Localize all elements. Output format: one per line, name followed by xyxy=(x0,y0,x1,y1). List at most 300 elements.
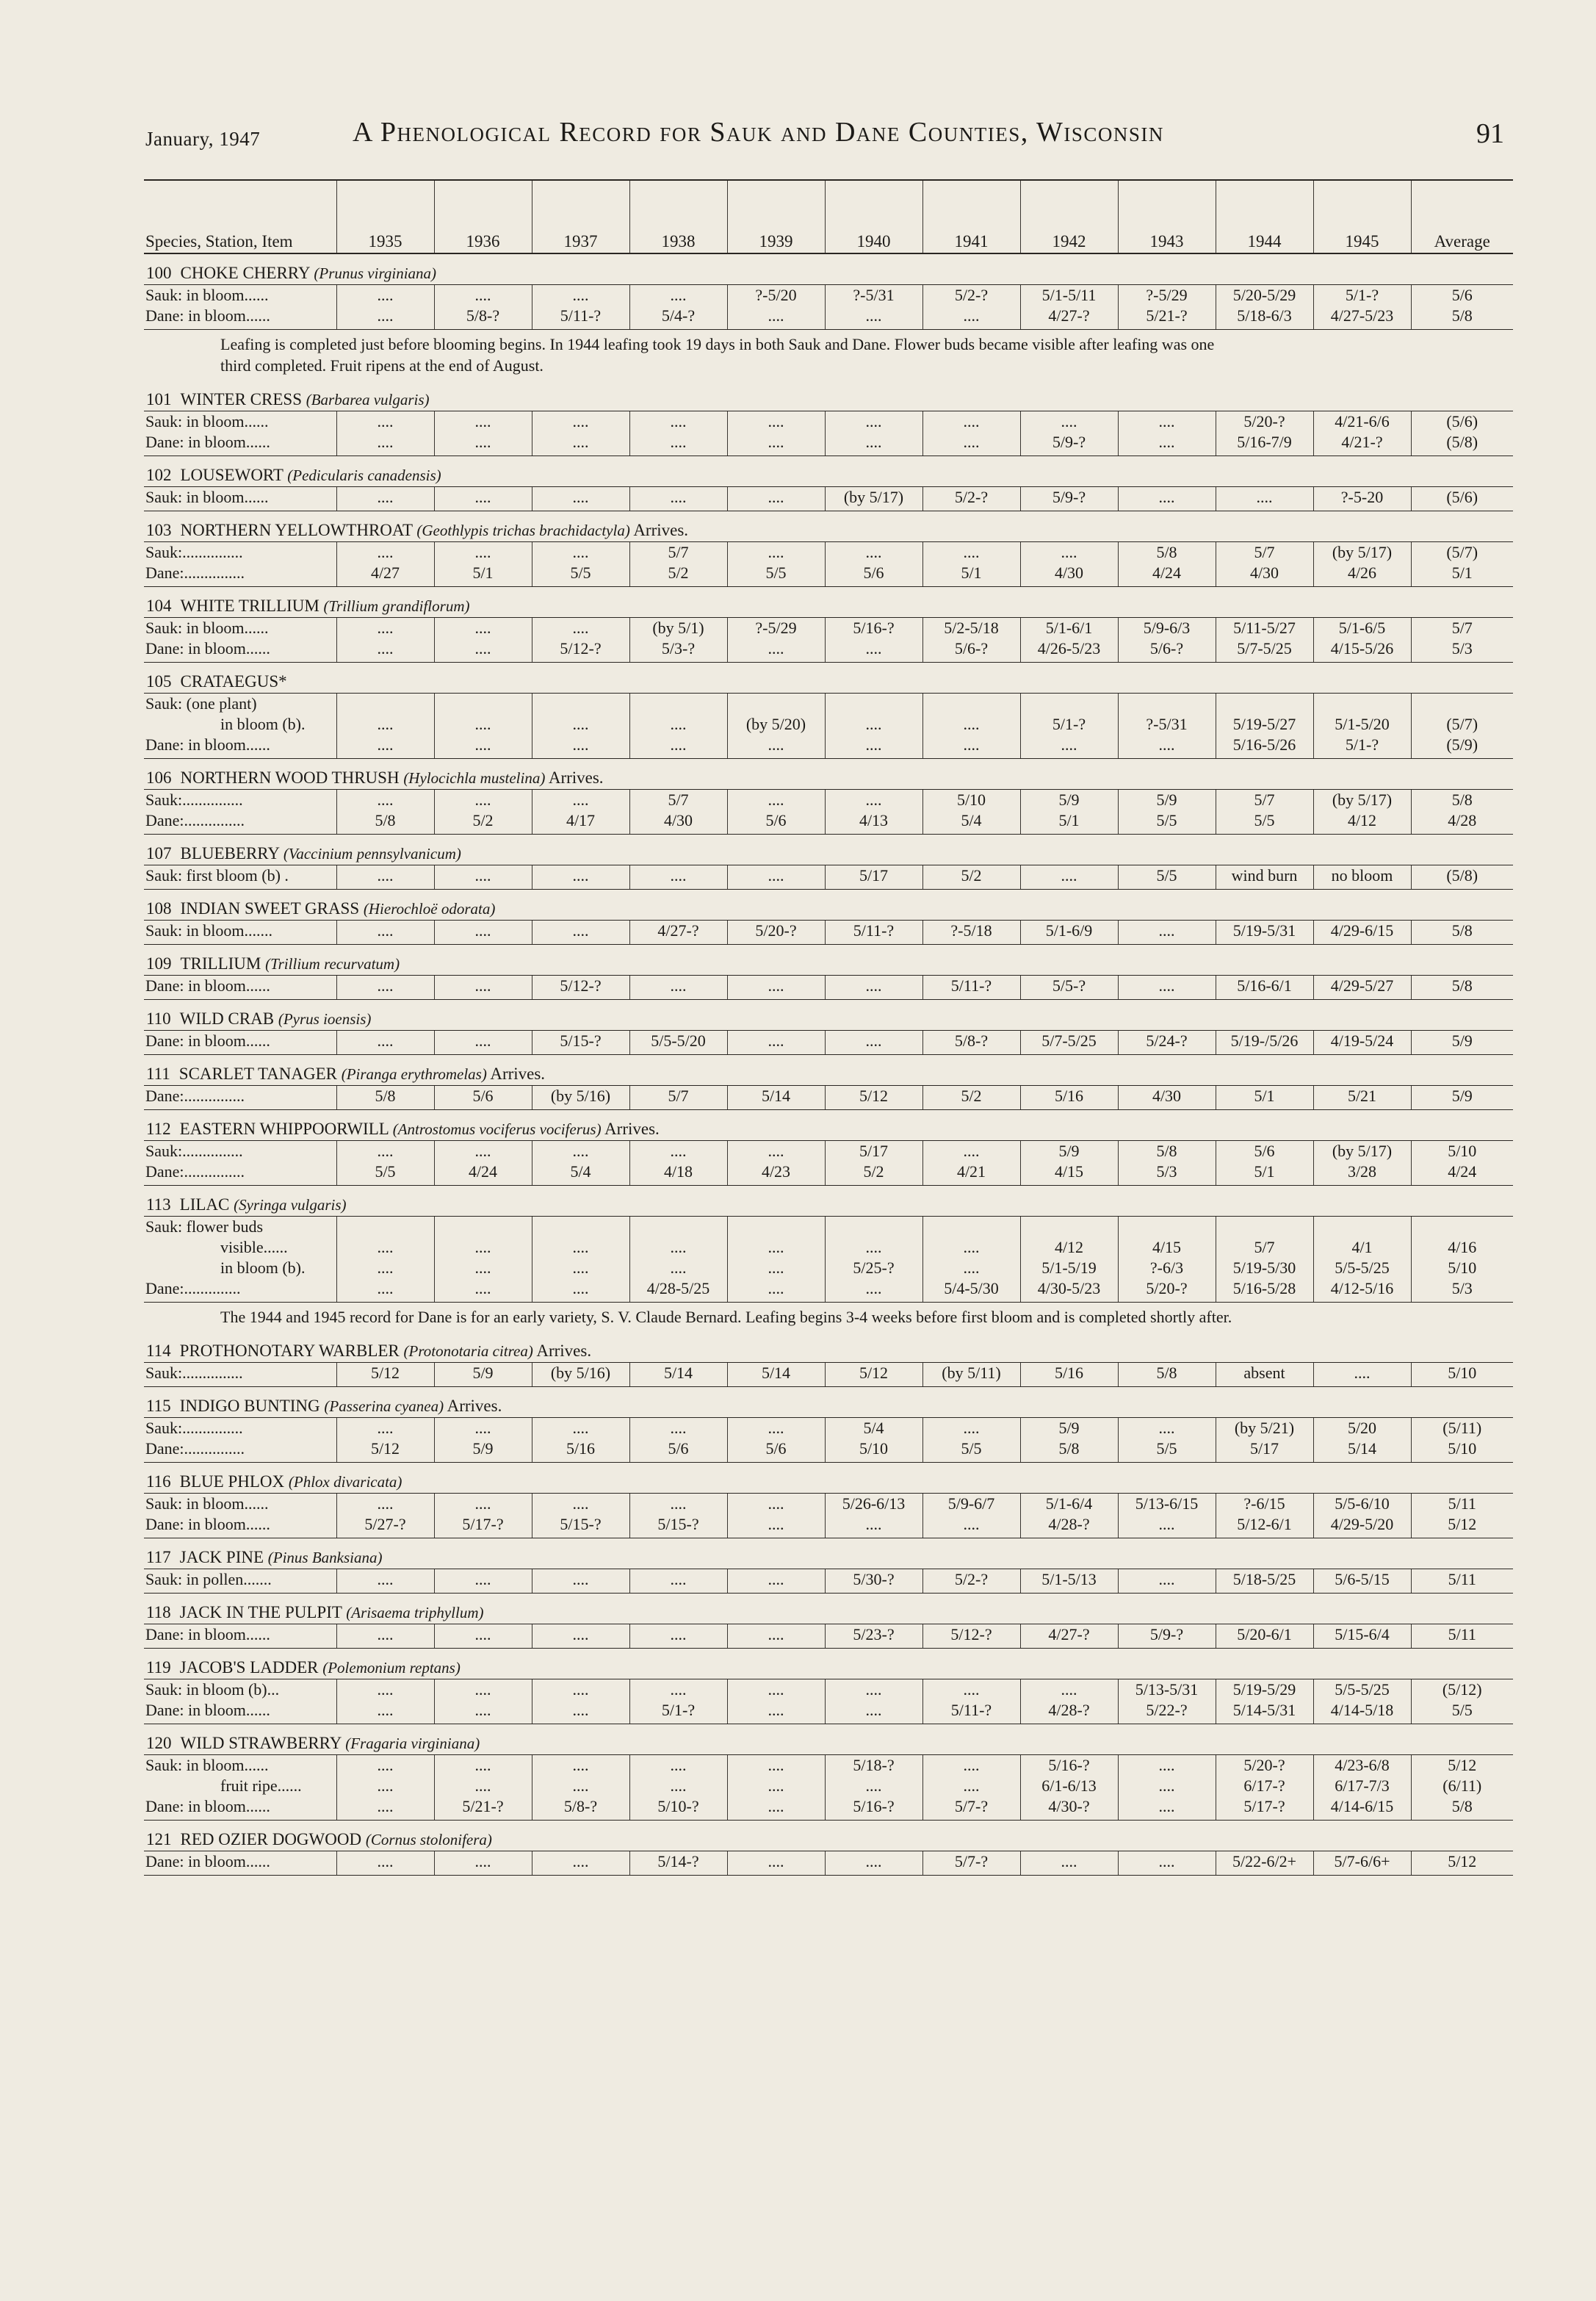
year-cell: 5/11-? xyxy=(532,306,629,330)
year-cell: .... xyxy=(922,1776,1020,1796)
species-name: CRATAEGUS* xyxy=(180,672,287,691)
year-cell: .... xyxy=(532,432,629,456)
year-cell: .... xyxy=(336,411,434,433)
year-cell: .... xyxy=(1118,411,1216,433)
species-number: 107 xyxy=(146,844,172,863)
year-cell: .... xyxy=(336,1851,434,1876)
year-cell: .... xyxy=(336,1237,434,1258)
species-number: 120 xyxy=(146,1734,172,1752)
year-cell: 5/12 xyxy=(825,1086,922,1110)
year-cell: 5/7 xyxy=(1216,542,1313,563)
year-cell: .... xyxy=(1118,1514,1216,1538)
year-cell: .... xyxy=(629,865,727,890)
year-cell xyxy=(1313,694,1411,715)
year-cell: .... xyxy=(727,735,825,759)
year-cell: absent xyxy=(1216,1363,1313,1387)
year-cell xyxy=(629,1217,727,1238)
year-cell: 5/1 xyxy=(1216,1086,1313,1110)
year-cell: 5/1-6/9 xyxy=(1020,921,1118,945)
species-name: TRILLIUM xyxy=(180,954,261,973)
table-header xyxy=(144,180,1513,253)
year-cell: 5/7 xyxy=(1216,1237,1313,1258)
year-cell: .... xyxy=(727,1418,825,1439)
year-cell xyxy=(1216,694,1313,715)
year-cell: .... xyxy=(336,432,434,456)
year-cell: .... xyxy=(629,1679,727,1701)
year-cell: 5/9-6/7 xyxy=(922,1494,1020,1515)
species-name: NORTHERN YELLOWTHROAT xyxy=(180,521,413,539)
species-name: JACOB'S LADDER xyxy=(179,1658,319,1677)
year-cell: 4/30 xyxy=(629,810,727,835)
year-cell: .... xyxy=(727,1237,825,1258)
year-cell: .... xyxy=(922,1258,1020,1278)
year-cell: .... xyxy=(1020,542,1118,563)
year-cell: .... xyxy=(922,306,1020,330)
year-cell: ?-5/29 xyxy=(1118,285,1216,306)
year-cell: 4/12 xyxy=(1313,810,1411,835)
year-cell: 5/10-? xyxy=(629,1796,727,1821)
year-cell: .... xyxy=(1216,487,1313,511)
year-cell: 5/18-5/25 xyxy=(1216,1569,1313,1594)
year-cell: 5/20-? xyxy=(1118,1278,1216,1303)
year-cell: 5/5 xyxy=(336,1162,434,1186)
year-cell: 5/16 xyxy=(1020,1086,1118,1110)
species-latin-name: (Passerina cyanea) xyxy=(324,1397,444,1415)
species-heading xyxy=(144,381,1513,411)
year-cell: 5/8-? xyxy=(532,1796,629,1821)
year-cell: 4/21-? xyxy=(1313,432,1411,456)
year-cell: .... xyxy=(727,1851,825,1876)
average-cell: 5/10 xyxy=(1411,1438,1513,1463)
table-row xyxy=(144,1237,1513,1258)
average-cell: 5/3 xyxy=(1411,1278,1513,1303)
year-cell: 5/7 xyxy=(629,1086,727,1110)
year-cell: 4/13 xyxy=(825,810,922,835)
station-item-label: Dane: in bloom...... xyxy=(144,1624,336,1649)
year-cell: .... xyxy=(434,1258,532,1278)
average-cell: 5/7 xyxy=(1411,618,1513,639)
year-cell: 5/18-6/3 xyxy=(1216,306,1313,330)
year-cell: 5/1 xyxy=(922,563,1020,587)
year-cell: 5/6-? xyxy=(922,638,1020,663)
year-cell: .... xyxy=(336,1776,434,1796)
table-row xyxy=(144,1278,1513,1303)
average-cell: (5/8) xyxy=(1411,432,1513,456)
table-row xyxy=(144,1494,1513,1515)
year-cell xyxy=(825,1217,922,1238)
column-header: Species, Station, Item xyxy=(144,180,336,253)
year-cell: .... xyxy=(922,542,1020,563)
year-cell: 4/27-? xyxy=(1020,306,1118,330)
year-cell: .... xyxy=(434,1418,532,1439)
year-cell: .... xyxy=(727,1679,825,1701)
species-number: 108 xyxy=(146,899,172,918)
species-heading xyxy=(144,1594,1513,1624)
species-name: BLUEBERRY xyxy=(180,844,280,863)
year-cell: 4/27-? xyxy=(1020,1624,1118,1649)
year-cell: .... xyxy=(434,1569,532,1594)
species-name: SCARLET TANAGER xyxy=(178,1065,337,1083)
table-row xyxy=(144,1418,1513,1439)
year-cell xyxy=(1020,1217,1118,1238)
table-row xyxy=(144,1258,1513,1278)
table-row xyxy=(144,976,1513,1000)
year-cell: .... xyxy=(1020,865,1118,890)
year-cell: 5/7-? xyxy=(922,1851,1020,1876)
year-cell: 4/17 xyxy=(532,810,629,835)
station-item-label: Sauk:............... xyxy=(145,1142,243,1160)
species-name: WINTER CRESS xyxy=(180,390,302,408)
average-cell: 5/10 xyxy=(1411,1258,1513,1278)
year-cell: 5/1-6/4 xyxy=(1020,1494,1118,1515)
year-cell: 5/12-? xyxy=(532,976,629,1000)
year-cell: 4/29-5/20 xyxy=(1313,1514,1411,1538)
year-cell: ?-6/3 xyxy=(1118,1258,1216,1278)
year-cell: 4/26-5/23 xyxy=(1020,638,1118,663)
species-heading xyxy=(144,1055,1513,1086)
year-cell: .... xyxy=(1118,1776,1216,1796)
year-cell: .... xyxy=(434,1776,532,1796)
year-cell: 5/4-5/30 xyxy=(922,1278,1020,1303)
species-number: 119 xyxy=(146,1658,171,1677)
year-cell: 5/15-6/4 xyxy=(1313,1624,1411,1649)
year-cell: 5/2 xyxy=(825,1162,922,1186)
year-cell: .... xyxy=(922,432,1020,456)
year-cell: .... xyxy=(434,1237,532,1258)
average-cell: (5/12) xyxy=(1411,1679,1513,1701)
table-body xyxy=(144,253,1513,1876)
year-cell: 5/7 xyxy=(629,790,727,811)
year-cell: .... xyxy=(336,1796,434,1821)
year-cell: .... xyxy=(825,432,922,456)
year-cell xyxy=(727,694,825,715)
average-cell: (5/9) xyxy=(1411,735,1513,759)
year-cell: 5/9 xyxy=(1020,1141,1118,1162)
year-cell: .... xyxy=(825,1514,922,1538)
species-latin-name: (Piranga erythromelas) xyxy=(341,1065,487,1083)
year-cell: .... xyxy=(727,432,825,456)
year-cell: .... xyxy=(434,1494,532,1515)
species-name: JACK IN THE PULPIT xyxy=(179,1603,342,1621)
column-header: 1937 xyxy=(532,180,629,253)
year-cell: 5/4 xyxy=(532,1162,629,1186)
species-latin-name: (Prunus virginiana) xyxy=(314,264,437,282)
year-cell: 4/18 xyxy=(629,1162,727,1186)
year-cell: 5/7-5/25 xyxy=(1216,638,1313,663)
year-cell: .... xyxy=(336,285,434,306)
year-cell: 5/9 xyxy=(434,1363,532,1387)
year-cell: 5/15-? xyxy=(532,1031,629,1055)
year-cell: .... xyxy=(532,618,629,639)
year-cell: .... xyxy=(1020,411,1118,433)
species-name: INDIAN SWEET GRASS xyxy=(180,899,360,918)
species-latin-name: (Trillium recurvatum) xyxy=(265,955,400,973)
species-latin-name: (Hylocichla mustelina) xyxy=(403,769,546,787)
average-cell: 5/10 xyxy=(1411,1141,1513,1162)
year-cell: .... xyxy=(336,542,434,563)
year-cell: .... xyxy=(1118,432,1216,456)
year-cell xyxy=(1313,1217,1411,1238)
species-name: BLUE PHLOX xyxy=(179,1472,285,1491)
year-cell: .... xyxy=(727,1569,825,1594)
year-cell: 5/16-5/26 xyxy=(1216,735,1313,759)
station-item-label: in bloom (b). xyxy=(220,715,306,733)
year-cell: (by 5/17) xyxy=(1313,1141,1411,1162)
year-cell: 5/8 xyxy=(1118,1363,1216,1387)
station-item-label: visible...... xyxy=(220,1238,288,1256)
year-cell: .... xyxy=(532,1679,629,1701)
year-cell: 5/4-? xyxy=(629,306,727,330)
year-cell: .... xyxy=(532,1418,629,1439)
station-item-label: Sauk: in bloom...... xyxy=(145,412,269,431)
year-cell: .... xyxy=(922,1418,1020,1439)
year-cell: 5/6 xyxy=(434,1086,532,1110)
year-cell: .... xyxy=(434,865,532,890)
year-cell: 4/30 xyxy=(1118,1086,1216,1110)
species-number: 114 xyxy=(146,1342,171,1360)
year-cell: .... xyxy=(825,714,922,735)
year-cell: ?-5-20 xyxy=(1313,487,1411,511)
station-item-label: Dane: in bloom...... xyxy=(144,1796,336,1821)
species-number: 102 xyxy=(146,466,172,484)
table-row xyxy=(144,1217,1513,1238)
year-cell: 5/8 xyxy=(1118,542,1216,563)
year-cell: .... xyxy=(336,1418,434,1439)
average-cell: 5/12 xyxy=(1411,1851,1513,1876)
year-cell xyxy=(434,694,532,715)
year-cell: 5/5-5/25 xyxy=(1313,1679,1411,1701)
year-cell: .... xyxy=(629,1494,727,1515)
species-latin-name: (Vaccinium pennsylvanicum) xyxy=(283,845,461,863)
year-cell: .... xyxy=(727,1141,825,1162)
table-row xyxy=(144,921,1513,945)
species-latin-name: (Trillium grandiflorum) xyxy=(323,597,470,615)
year-cell xyxy=(1020,694,1118,715)
column-header: 1941 xyxy=(922,180,1020,253)
year-cell: .... xyxy=(532,865,629,890)
station-item-label: Sauk: in bloom....... xyxy=(144,921,336,945)
average-cell: 5/9 xyxy=(1411,1086,1513,1110)
year-cell: 5/7-? xyxy=(922,1796,1020,1821)
year-cell: .... xyxy=(922,1679,1020,1701)
table-row xyxy=(144,563,1513,587)
year-cell: 5/7-6/6+ xyxy=(1313,1851,1411,1876)
year-cell: .... xyxy=(629,1237,727,1258)
year-cell: .... xyxy=(336,1755,434,1776)
year-cell: (by 5/1) xyxy=(629,618,727,639)
station-item-label: Sauk: first bloom (b) . xyxy=(144,865,336,890)
year-cell: 5/4 xyxy=(922,810,1020,835)
station-item-label: Dane: in bloom...... xyxy=(144,1514,336,1538)
year-cell: .... xyxy=(825,1679,922,1701)
species-suffix: Arrives. xyxy=(548,768,604,787)
year-cell: .... xyxy=(434,735,532,759)
average-cell xyxy=(1411,694,1513,715)
year-cell: .... xyxy=(727,1624,825,1649)
station-item-label: Dane: in bloom...... xyxy=(144,1031,336,1055)
year-cell: 5/12 xyxy=(336,1363,434,1387)
species-heading xyxy=(144,1186,1513,1217)
station-item-label: Sauk:............... xyxy=(145,1419,243,1437)
year-cell: 5/5 xyxy=(1216,810,1313,835)
table-row xyxy=(144,865,1513,890)
year-cell: .... xyxy=(532,1569,629,1594)
year-cell: .... xyxy=(825,638,922,663)
year-cell: 5/8 xyxy=(336,1086,434,1110)
species-latin-name: (Protonotaria citrea) xyxy=(403,1342,533,1360)
table-row xyxy=(144,1569,1513,1594)
year-cell: .... xyxy=(1020,735,1118,759)
average-cell: 5/11 xyxy=(1411,1494,1513,1515)
table-row xyxy=(144,306,1513,330)
year-cell: .... xyxy=(727,1776,825,1796)
year-cell: 4/15 xyxy=(1118,1237,1216,1258)
year-cell: 5/3 xyxy=(1118,1162,1216,1186)
year-cell: 5/16-7/9 xyxy=(1216,432,1313,456)
species-suffix: Arrives. xyxy=(490,1065,546,1083)
year-cell: .... xyxy=(336,1494,434,1515)
species-number: 116 xyxy=(146,1472,171,1491)
station-item-label: Dane:............... xyxy=(144,810,336,835)
year-cell: 5/1 xyxy=(1020,810,1118,835)
year-cell: 4/26 xyxy=(1313,563,1411,587)
year-cell: .... xyxy=(825,1031,922,1055)
species-note xyxy=(144,330,1513,381)
year-cell: 5/2 xyxy=(629,563,727,587)
year-cell: 5/8-? xyxy=(434,306,532,330)
station-item-label: Dane:............... xyxy=(144,1162,336,1186)
year-cell: .... xyxy=(727,1514,825,1538)
year-cell: 5/23-? xyxy=(825,1624,922,1649)
table-row xyxy=(144,1162,1513,1186)
year-cell: .... xyxy=(1118,1755,1216,1776)
year-cell: .... xyxy=(629,432,727,456)
year-cell: 5/1-? xyxy=(629,1700,727,1724)
species-number: 105 xyxy=(146,672,172,691)
average-cell xyxy=(1411,1217,1513,1238)
year-cell: 4/27 xyxy=(336,563,434,587)
species-heading xyxy=(144,945,1513,976)
year-cell: 5/17 xyxy=(1216,1438,1313,1463)
year-cell: 5/20-? xyxy=(1216,411,1313,433)
species-number: 117 xyxy=(146,1548,171,1566)
year-cell: 5/15-? xyxy=(629,1514,727,1538)
year-cell: .... xyxy=(532,1237,629,1258)
year-cell: 5/6 xyxy=(629,1438,727,1463)
year-cell: 5/6 xyxy=(1216,1141,1313,1162)
year-cell: 5/2 xyxy=(922,865,1020,890)
year-cell: .... xyxy=(1118,487,1216,511)
year-cell: .... xyxy=(825,790,922,811)
year-cell: .... xyxy=(434,976,532,1000)
year-cell: .... xyxy=(434,487,532,511)
year-cell: .... xyxy=(727,1700,825,1724)
table-row xyxy=(144,790,1513,811)
year-cell: 5/12-? xyxy=(922,1624,1020,1649)
year-cell: .... xyxy=(434,432,532,456)
year-cell: .... xyxy=(336,921,434,945)
year-cell xyxy=(336,1217,434,1238)
year-cell: 5/2 xyxy=(922,1086,1020,1110)
year-cell: 5/7-5/25 xyxy=(1020,1031,1118,1055)
year-cell: 5/19-/5/26 xyxy=(1216,1031,1313,1055)
year-cell: 5/2 xyxy=(434,810,532,835)
average-cell: 5/12 xyxy=(1411,1755,1513,1776)
year-cell: .... xyxy=(922,1514,1020,1538)
average-cell: 5/11 xyxy=(1411,1624,1513,1649)
year-cell: 5/14 xyxy=(629,1363,727,1387)
year-cell: 5/11-? xyxy=(825,921,922,945)
species-latin-name: (Barbarea vulgaris) xyxy=(306,391,430,408)
column-header: 1940 xyxy=(825,180,922,253)
year-cell: 5/1-? xyxy=(1020,714,1118,735)
year-cell: 4/23-6/8 xyxy=(1313,1755,1411,1776)
year-cell: ?-5/31 xyxy=(825,285,922,306)
year-cell: 5/21-? xyxy=(1118,306,1216,330)
year-cell: .... xyxy=(336,487,434,511)
note-line: The 1944 and 1945 record for Dane is for an early variety, S. V. Claude Bernard. Leafing begins 3-4 weeks before first bloom and is completed shortly after. xyxy=(220,1308,1232,1326)
table-row xyxy=(144,714,1513,735)
species-name: LILAC xyxy=(179,1195,230,1214)
species-name: LOUSEWORT xyxy=(180,466,284,484)
year-cell: 5/17 xyxy=(825,1141,922,1162)
year-cell: .... xyxy=(727,1278,825,1303)
average-cell: (5/6) xyxy=(1411,411,1513,433)
year-cell: (by 5/17) xyxy=(1313,542,1411,563)
year-cell: 5/1-5/13 xyxy=(1020,1569,1118,1594)
year-cell: .... xyxy=(532,1141,629,1162)
year-cell: 4/29-5/27 xyxy=(1313,976,1411,1000)
year-cell: (by 5/21) xyxy=(1216,1418,1313,1439)
table-row xyxy=(144,1796,1513,1821)
species-number: 115 xyxy=(146,1397,171,1415)
species-heading xyxy=(144,1724,1513,1755)
year-cell: .... xyxy=(532,542,629,563)
year-cell: 5/9-? xyxy=(1020,487,1118,511)
station-item-label: Sauk: in bloom...... xyxy=(145,1494,269,1513)
station-item-label: Dane:............... xyxy=(144,1086,336,1110)
species-name: WILD CRAB xyxy=(179,1009,275,1028)
species-heading xyxy=(144,1387,1513,1418)
station-item-label: Sauk:............... xyxy=(145,543,243,561)
year-cell xyxy=(532,1217,629,1238)
species-name: JACK PINE xyxy=(179,1548,264,1566)
year-cell: .... xyxy=(434,542,532,563)
average-cell: 4/16 xyxy=(1411,1237,1513,1258)
year-cell: 5/5 xyxy=(1118,810,1216,835)
average-cell: (5/7) xyxy=(1411,714,1513,735)
year-cell: 4/14-5/18 xyxy=(1313,1700,1411,1724)
year-cell: 5/1-? xyxy=(1313,285,1411,306)
year-cell: 4/28-5/25 xyxy=(629,1278,727,1303)
year-cell xyxy=(629,694,727,715)
species-number: 106 xyxy=(146,768,172,787)
year-cell: 5/21-? xyxy=(434,1796,532,1821)
year-cell: .... xyxy=(336,976,434,1000)
year-cell: .... xyxy=(1118,1851,1216,1876)
species-number: 121 xyxy=(146,1830,172,1848)
year-cell: 5/1-6/5 xyxy=(1313,618,1411,639)
table-row xyxy=(144,1624,1513,1649)
station-item-label: Dane: in bloom...... xyxy=(144,432,336,456)
year-cell: (by 5/20) xyxy=(727,714,825,735)
species-heading xyxy=(144,1649,1513,1679)
year-cell: 5/6-? xyxy=(1118,638,1216,663)
species-number: 111 xyxy=(146,1065,170,1083)
year-cell xyxy=(532,694,629,715)
year-cell: 4/29-6/15 xyxy=(1313,921,1411,945)
year-cell: .... xyxy=(727,1755,825,1776)
